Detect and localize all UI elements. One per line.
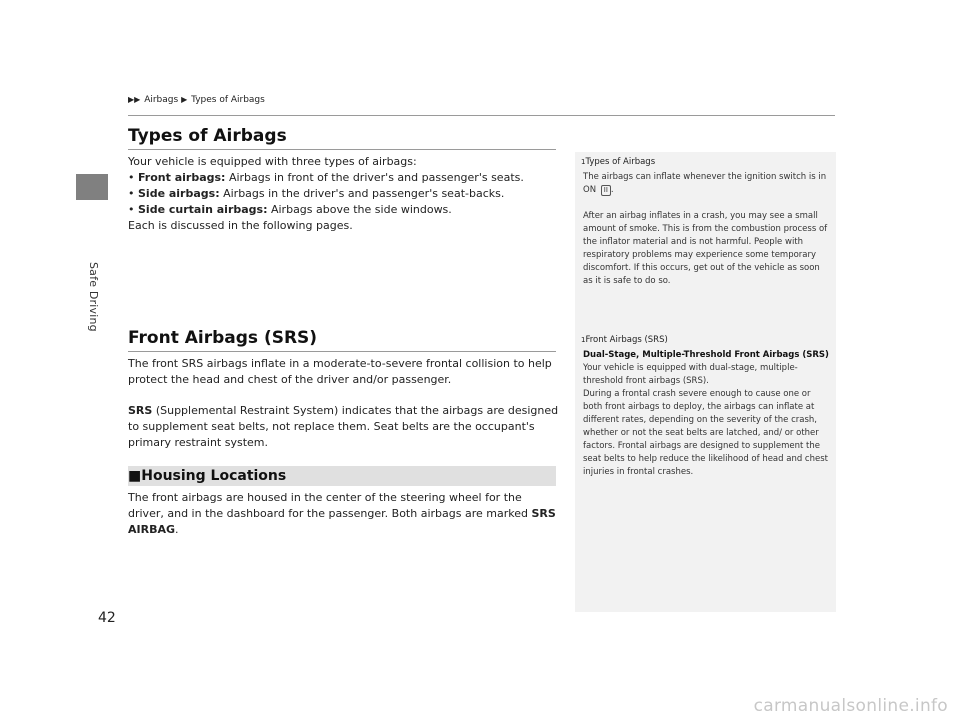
breadcrumb-arrow-icon: ▶▶: [128, 95, 141, 104]
front-heading-rule: [128, 351, 556, 352]
front-para1: The front SRS airbags inflate in a moderate-to-severe frontal collision to help protect the head and chest of the driver and/or passenger.: [128, 357, 552, 386]
note-marker-icon: 1: [581, 158, 586, 166]
note-front-title[interactable]: 1Front Airbags (SRS): [581, 335, 668, 345]
front-heading: Front Airbags (SRS): [128, 328, 318, 348]
front-para2: SRS (Supplemental Restraint System) indicates that the airbags are designed to supplement seat belts, not replace them. Seat belts are the occupant's primary restraint system.: [128, 404, 559, 449]
types-intro: Your vehicle is equipped with three types of airbags:: [128, 155, 417, 168]
types-heading: Types of Airbags: [128, 126, 287, 146]
list-item: • Front airbags: Airbags in front of the driver's and passenger's seats.: [128, 171, 524, 184]
note-types-title[interactable]: 1Types of Airbags: [581, 157, 656, 167]
ignition-key-icon: II: [601, 185, 611, 196]
types-body: [128, 154, 560, 234]
list-item: • Side curtain airbags: Airbags above the side windows.: [128, 203, 452, 216]
breadcrumb-current: Types of Airbags: [191, 95, 265, 105]
housing-subheading: ■Housing Locations: [128, 466, 556, 486]
front-para3: The front airbags are housed in the center of the steering wheel for the driver, and in the dashboard for the passenger. Both airbags are marked SRS AIRBAG.: [128, 491, 556, 536]
watermark: carmanualsonline.info: [753, 696, 948, 716]
list-item: • Side airbags: Airbags in the driver's and passenger's seat-backs.: [128, 187, 505, 200]
header-divider: [128, 115, 835, 116]
breadcrumb: [128, 95, 265, 105]
section-tab-marker: [76, 174, 108, 200]
note-front: 1Front Airbags (SRS) Dual-Stage, Multiple-Threshold Front Airbags (SRS) Your vehicle is equipped with dual-stage, multiple-threshold front airbags (SRS). During a frontal crash severe enough to cause one or both front airbags to deploy, the airbags can inflate at different rates, depending on the severity of the crash, whether or not the seat belts are latched, and/ or other factors. Frontal airbags are designed to supplement the seat belts to help reduce the likelihood of head and chest injuries in frontal crashes.: [581, 335, 829, 477]
breadcrumb-airbags[interactable]: Airbags: [144, 95, 179, 105]
breadcrumb-arrow-icon: ▶: [181, 95, 188, 104]
page-number: 42: [98, 610, 116, 626]
types-outro: Each is discussed in the following pages.: [128, 219, 353, 232]
note-marker-icon: 1: [581, 336, 586, 344]
types-heading-rule: [128, 149, 556, 150]
note-types: 1Types of Airbags The airbags can inflate whenever the ignition switch is in ON II . After an airbag inflates in a crash, you may see a small amount of smoke. This is from the combustion process of the inflator material and is not harmful. People with respiratory problems may experience some temporary discomfort. If this occurs, get out of the vehicle as soon as it is safe to do so.: [581, 157, 828, 286]
